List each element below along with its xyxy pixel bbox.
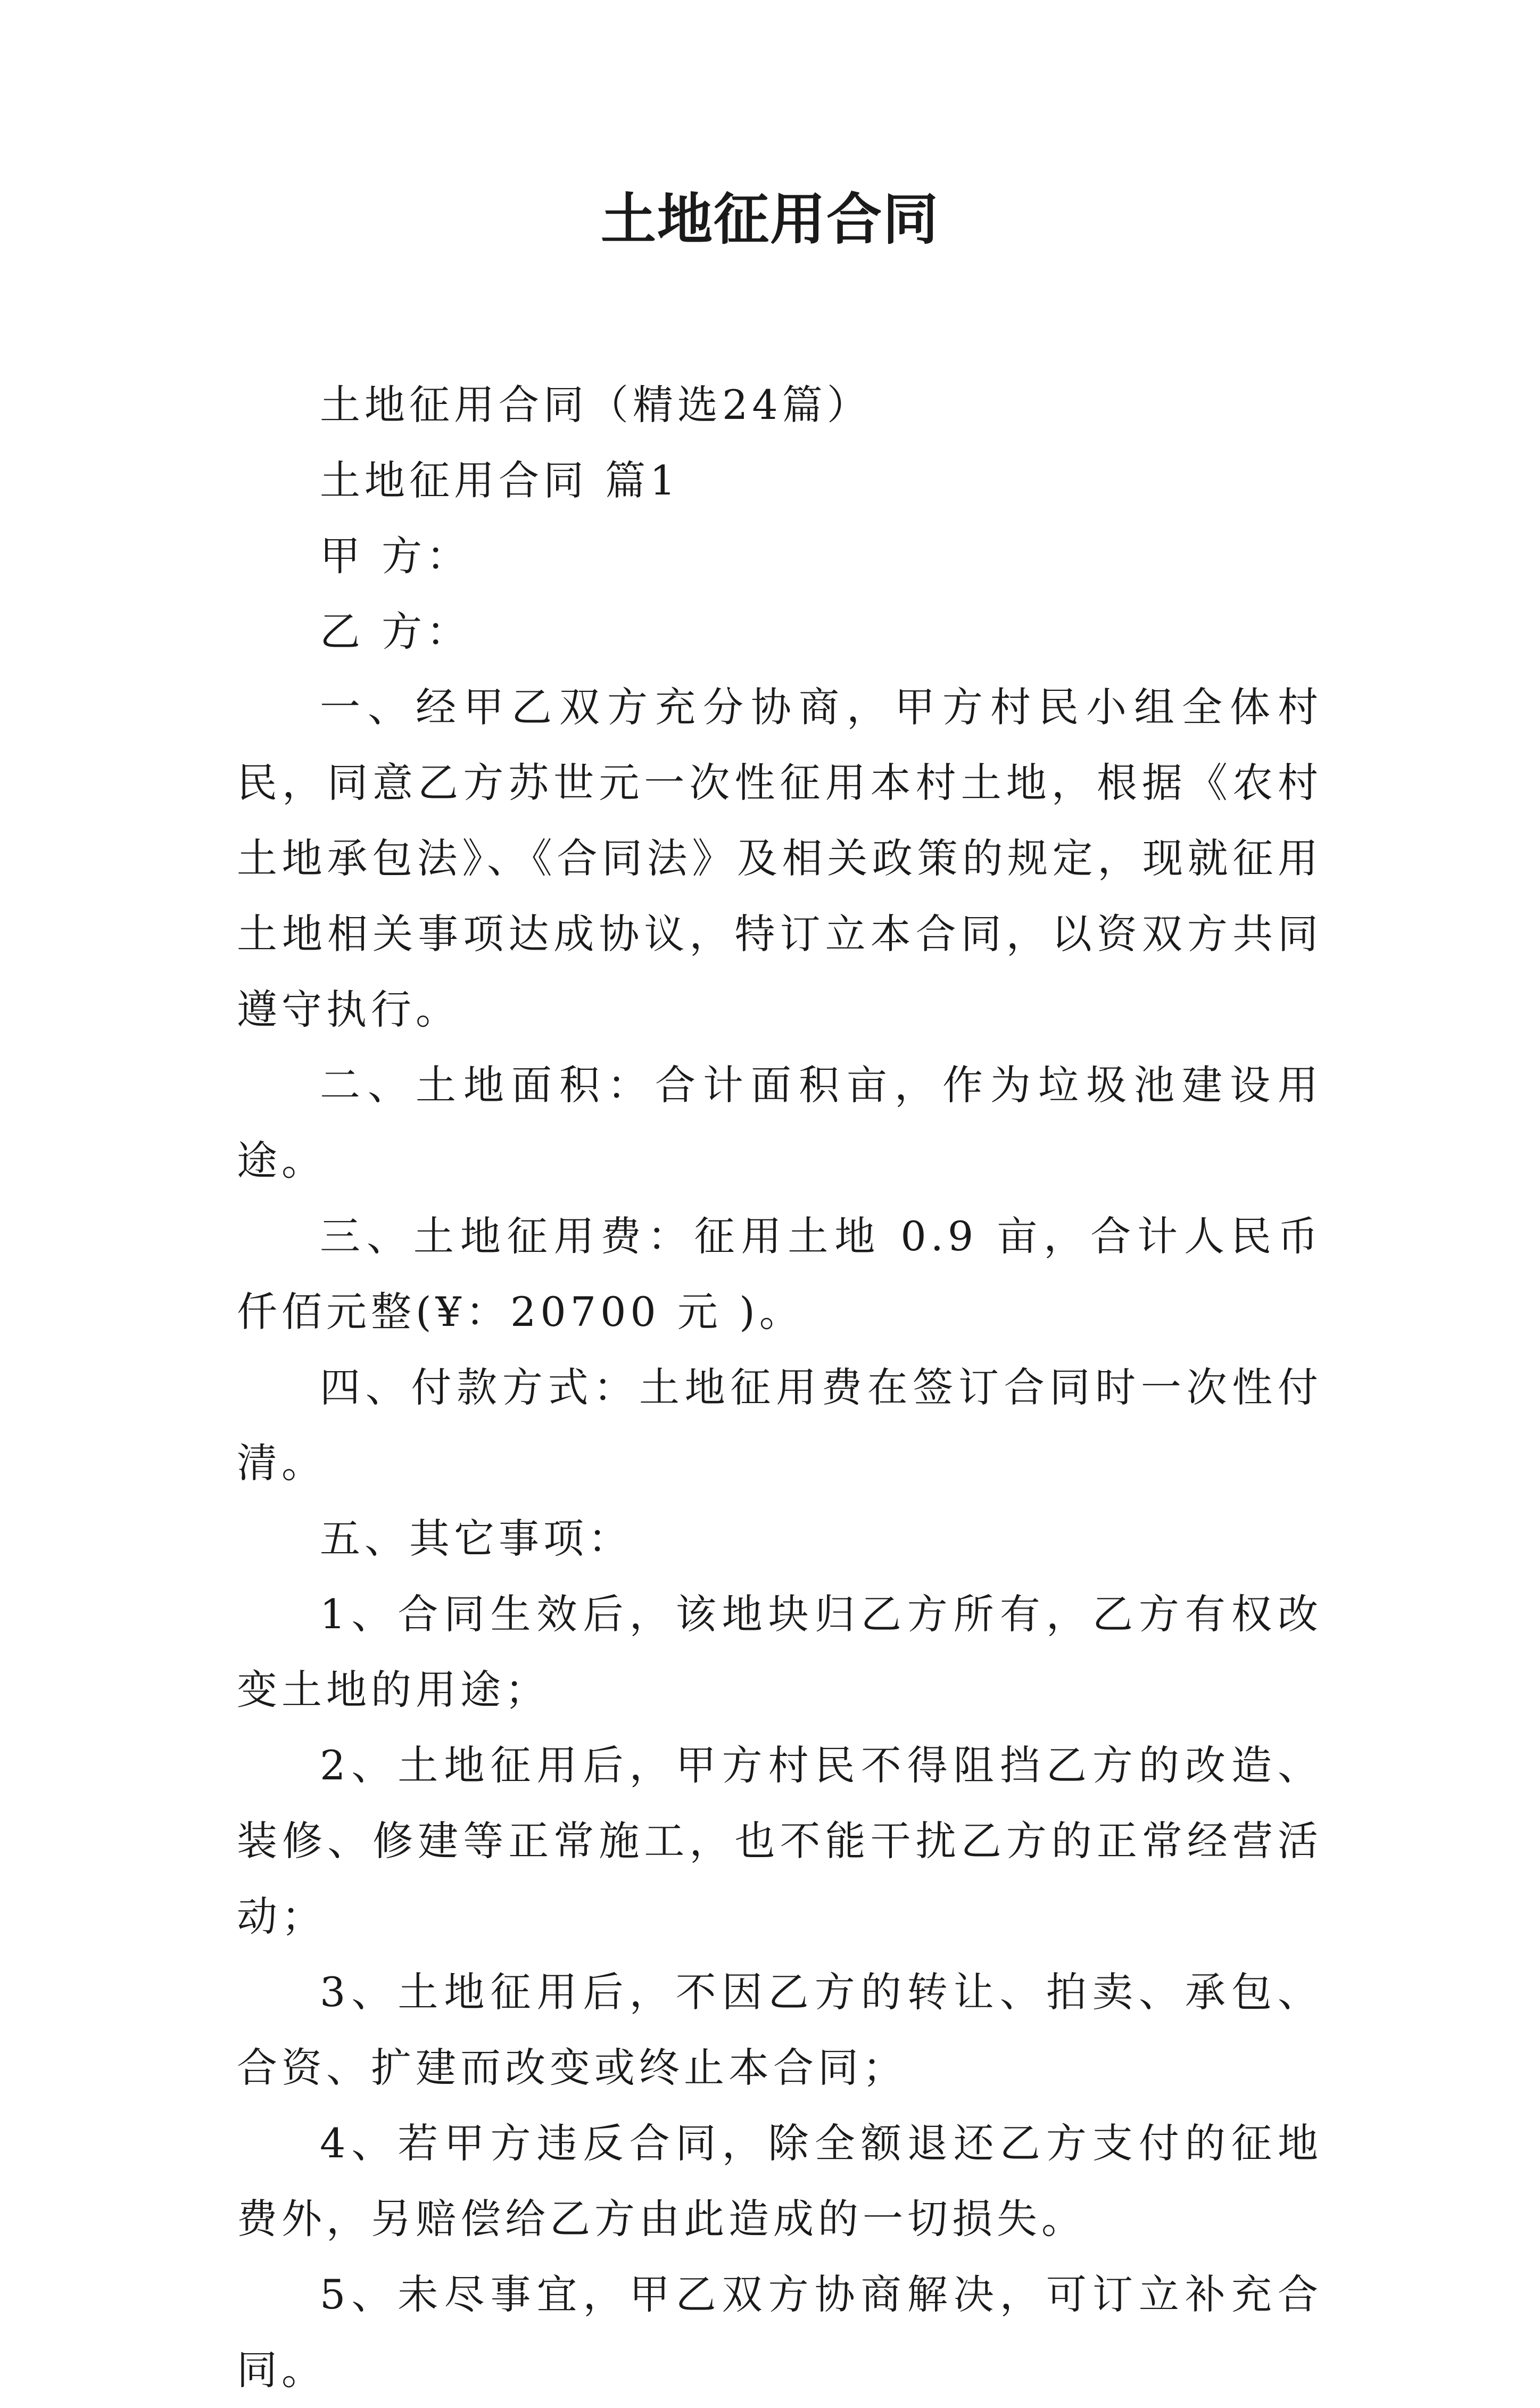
paragraph-clause-1: 一、经甲乙双方充分协商，甲方村民小组全体村民，同意乙方苏世元一次性征用本村土地，根据《农村土地承包法》、《合同法》及相关政策的规定，现就征用土地相关事项达成协议，特订立本合同，以资双方共同遵守执行。	[237, 683, 1322, 1033]
paragraph-section-heading: 土地征用合同 篇1	[320, 457, 680, 504]
paragraph-item-2: 2、土地征用后，甲方村民不得阻挡乙方的改造、装修、修建等正常施工，也不能干扰乙方的正常经营活动；	[237, 1742, 1322, 1940]
document-title: 土地征用合同	[600, 186, 939, 252]
paragraph-item-3: 3、土地征用后，不因乙方的转让、拍卖、承包、合资、扩建而改变或终止本合同；	[237, 1968, 1322, 2091]
paragraph-item-5: 5、未尽事宜，甲乙双方协商解决，可订立补充合同。	[237, 2271, 1322, 2394]
paragraph-clause-3: 三、土地征用费：征用土地 0.9 亩，合计人民币 仟佰元整(¥：20700 元 )。	[237, 1213, 1322, 1335]
paragraph-party-a: 甲 方：	[320, 532, 471, 580]
paragraph-collection-title: 土地征用合同（精选24篇）	[320, 381, 872, 428]
paragraph-clause-5: 五、其它事项：	[320, 1515, 633, 1562]
paragraph-clause-4: 四、付款方式：土地征用费在签订合同时一次性付清。	[237, 1364, 1322, 1487]
paragraph-item-1: 1、合同生效后，该地块归乙方所有，乙方有权改变土地的用途；	[237, 1590, 1322, 1713]
document-body	[237, 367, 1322, 2408]
paragraph-party-b: 乙 方：	[320, 608, 471, 655]
paragraph-clause-2: 二、土地面积：合计面积亩，作为垃圾池建设用途。	[237, 1061, 1322, 1184]
paragraph-item-4: 4、若甲方违反合同，除全额退还乙方支付的征地费外，另赔偿给乙方由此造成的一切损失。	[237, 2120, 1322, 2242]
